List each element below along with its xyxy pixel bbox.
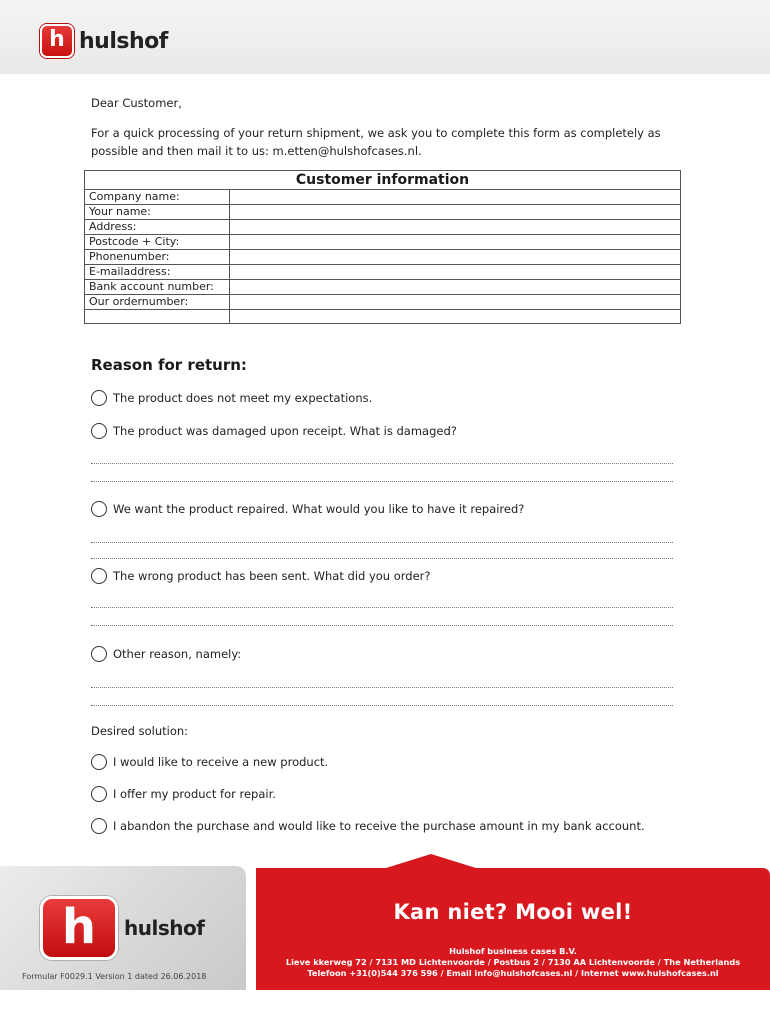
option-label: I would like to receive a new product. [113, 755, 329, 769]
reason-option-wrong-product[interactable] [91, 568, 431, 584]
option-label: I abandon the purchase and would like to receive the purchase amount in my bank account. [113, 819, 645, 833]
field-label-name: Your name: [85, 205, 230, 220]
brand-logo [40, 24, 168, 58]
bank-account-field[interactable] [230, 280, 681, 295]
footer-logo-panel [0, 866, 246, 990]
table-row [85, 235, 681, 250]
option-label: I offer my product for repair. [113, 787, 276, 801]
footer-brand-name: hulshof [124, 916, 205, 940]
answer-line[interactable] [91, 687, 673, 688]
reason-option-damaged[interactable] [91, 423, 457, 439]
field-label-postcode: Postcode + City: [85, 235, 230, 250]
empty-label-cell [85, 310, 230, 324]
customer-info-title: Customer information [85, 171, 681, 190]
table-row [85, 295, 681, 310]
reason-option-repair[interactable] [91, 501, 524, 517]
reason-option-other[interactable] [91, 646, 241, 662]
answer-line[interactable] [91, 463, 673, 464]
postcode-city-field[interactable] [230, 235, 681, 250]
radio-button[interactable] [91, 646, 107, 662]
option-label: We want the product repaired. What would you like to have it repaired? [113, 502, 525, 516]
header-bar [0, 0, 770, 74]
field-label-address: Address: [85, 220, 230, 235]
order-number-field[interactable] [230, 295, 681, 310]
field-label-email: E-mailaddress: [85, 265, 230, 280]
footer-brand-logo [40, 896, 204, 960]
radio-button[interactable] [91, 423, 107, 439]
intro-line-2: possible and then mail it to us: m.etten@hulshofcases.nl. [91, 144, 422, 158]
field-label-bank: Bank account number: [85, 280, 230, 295]
radio-button[interactable] [91, 568, 107, 584]
option-label: The product was damaged upon receipt. What is damaged? [113, 424, 457, 438]
answer-line[interactable] [91, 481, 673, 482]
radio-button[interactable] [91, 786, 107, 802]
option-label: The wrong product has been sent. What did you order? [113, 569, 431, 583]
form-version: Formular F0029.1 Version 1 dated 26.06.2018 [22, 972, 207, 981]
answer-line[interactable] [91, 542, 673, 543]
company-name-field[interactable] [230, 190, 681, 205]
phone-field[interactable] [230, 250, 681, 265]
brand-name: hulshof [79, 28, 168, 54]
table-row [85, 265, 681, 280]
company-contact: Telefoon +31(0)544 376 596 / Email info@hulshofcases.nl / Internet www.hulshofcases.nl [307, 968, 719, 978]
email-field[interactable] [230, 265, 681, 280]
field-label-phone: Phonenumber: [85, 250, 230, 265]
greeting: Dear Customer, [91, 96, 182, 110]
address-field[interactable] [230, 220, 681, 235]
solution-option-refund[interactable] [91, 818, 645, 834]
table-row [85, 310, 681, 324]
company-name: Hulshof business cases B.V. [449, 946, 577, 956]
table-row [85, 190, 681, 205]
reason-title: Reason for return: [91, 356, 247, 374]
solution-title: Desired solution: [91, 724, 189, 738]
table-row [85, 280, 681, 295]
solution-option-new-product[interactable] [91, 754, 328, 770]
answer-line[interactable] [91, 558, 673, 559]
answer-line[interactable] [91, 625, 673, 626]
option-label: The product does not meet my expectations. [113, 391, 373, 405]
answer-line[interactable] [91, 607, 673, 608]
table-row [85, 250, 681, 265]
radio-button[interactable] [91, 754, 107, 770]
company-address: Lieve kkerweg 72 / 7131 MD Lichtenvoorde / Postbus 2 / 7130 AA Lichtenvoorde / The Netherlands [285, 957, 741, 967]
intro-text [91, 124, 681, 160]
extra-field[interactable] [230, 310, 681, 324]
logo-h-icon: h [40, 24, 74, 58]
table-row [85, 205, 681, 220]
radio-button[interactable] [91, 390, 107, 406]
field-label-company: Company name: [85, 190, 230, 205]
your-name-field[interactable] [230, 205, 681, 220]
answer-line[interactable] [91, 705, 673, 706]
customer-info-table [84, 170, 681, 324]
option-label: Other reason, namely: [113, 647, 242, 661]
radio-button[interactable] [91, 818, 107, 834]
intro-line-1: For a quick processing of your return shipment, we ask you to complete this form as completely as [91, 126, 661, 140]
reason-option-expectations[interactable] [91, 390, 372, 406]
table-row [85, 220, 681, 235]
slogan: Kan niet? Mooi wel! [393, 900, 633, 924]
radio-button[interactable] [91, 501, 107, 517]
company-details [256, 946, 770, 979]
solution-option-repair[interactable] [91, 786, 276, 802]
footer-company-panel [256, 854, 770, 990]
logo-h-icon: h [40, 896, 118, 960]
field-label-order: Our ordernumber: [85, 295, 230, 310]
